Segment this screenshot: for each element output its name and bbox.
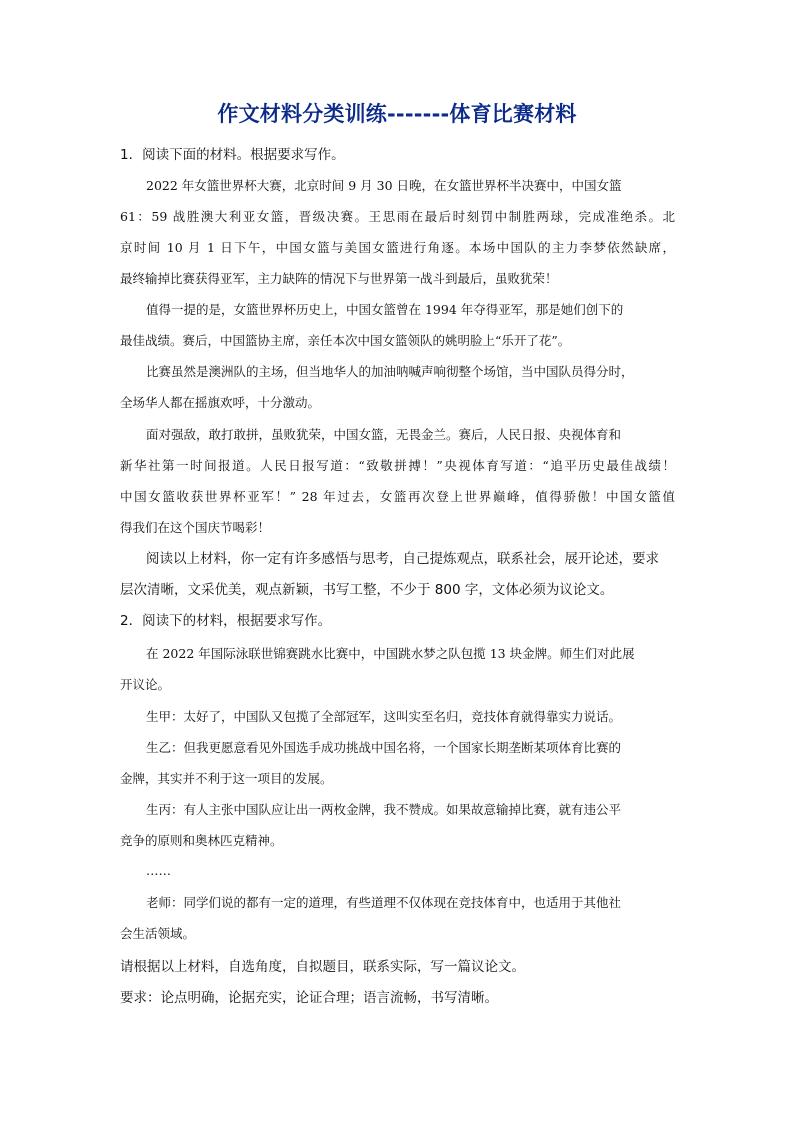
q1-paragraph-line: 中国女篮收获世界杯亚军！” 28 年过去，女篮再次登上世界巅峰，值得骄傲！中国女篮值 bbox=[120, 489, 675, 504]
q2-paragraph-line: 竞争的原则和奥林匹克精神。 bbox=[120, 833, 283, 848]
q1-paragraph-line: 61：59 战胜澳大利亚女篮，晋级决赛。王思雨在最后时刻罚中制胜两球，完成准绝杀。北 bbox=[120, 209, 675, 224]
q2-paragraph-line: 生丙：有人主张中国队应让出一两枚金牌，我不赞成。如果故意输掉比赛，就有违公平 bbox=[146, 802, 622, 817]
question-2-heading: 2．阅读下的材料，根据要求写作。 bbox=[120, 613, 332, 629]
document-title: 作文材料分类训练-------体育比赛材料 bbox=[217, 102, 577, 126]
q2-paragraph-line: 生乙：但我更愿意看见外国选手成功挑战中国名将，一个国家长期垄断某项体育比赛的 bbox=[146, 740, 622, 755]
q2-ellipsis: …… bbox=[146, 863, 171, 878]
q2-paragraph-line: 在 2022 年国际泳联世锦赛跳水比赛中，中国跳水梦之队包揽 13 块金牌。师生们对此展 bbox=[146, 646, 635, 661]
q1-paragraph-line: 京时间 10 月 1 日下午，中国女篮与美国女篮进行角逐。本场中国队的主力李梦依然缺席， bbox=[120, 240, 675, 255]
q1-instruction-line: 阅读以上材料，你一定有许多感悟与思考，自己提炼观点，联系社会，展开论述，要求 bbox=[146, 551, 659, 567]
q1-paragraph-line: 值得一提的是，女篮世界杯历史上，中国女篮曾在 1994 年夺得亚军，那是她们创下的 bbox=[146, 302, 624, 317]
q1-paragraph-line: 最佳战绩。赛后，中国篮协主席，亲任本次中国女篮领队的姚明脸上“乐开了花”。 bbox=[120, 333, 571, 348]
q1-paragraph-line: 新华社第一时间报道。人民日报写道：“致敬拼搏！”央视体育写道：“追平历史最佳战绩！ bbox=[120, 458, 675, 473]
q2-instruction-line: 请根据以上材料，自选角度，自拟题目，联系实际，写一篇议论文。 bbox=[120, 959, 525, 975]
q2-paragraph-line: 开议论。 bbox=[120, 677, 171, 692]
q1-paragraph-line: 2022 年女篮世界杯大赛，北京时间 9 月 30 日晚，在女篮世界杯半决赛中，中国女篮 bbox=[146, 178, 622, 193]
question-1-heading: 1．阅读下面的材料。根据要求写作。 bbox=[120, 147, 345, 163]
q1-paragraph-line: 最终输掉比赛获得亚军，主力缺阵的情况下与世界第一战斗到最后，虽败犹荣！ bbox=[120, 271, 558, 286]
q2-paragraph-line: 老师：同学们说的都有一定的道理，有些道理不仅体现在竞技体育中，也适用于其他社 bbox=[146, 895, 622, 910]
q1-paragraph-line: 比赛虽然是澳洲队的主场，但当地华人的加油呐喊声响彻整个场馆，当中国队员得分时， bbox=[146, 364, 634, 379]
q2-paragraph-line: 生甲：太好了，中国队又包揽了全部冠军，这叫实至名归，竞技体育就得靠实力说话。 bbox=[146, 709, 622, 724]
q1-paragraph-line: 全场华人都在摇旗欢呼，十分激动。 bbox=[120, 395, 321, 410]
q1-paragraph-line: 得我们在这个国庆节喝彩！ bbox=[120, 520, 271, 535]
q2-paragraph-line: 会生活领域。 bbox=[120, 926, 196, 941]
q1-paragraph-line: 面对强敌，敢打敢拼，虽败犹荣，中国女篮，无畏金兰。赛后，人民日报、央视体育和 bbox=[146, 427, 622, 442]
q2-requirement-line: 要求：论点明确，论据充实，论证合理；语言流畅，书写清晰。 bbox=[120, 990, 498, 1006]
q1-instruction-line: 层次清晰，文采优美，观点新颖，书写工整，不少于 800 字，文体必须为议论文。 bbox=[120, 582, 614, 598]
q2-paragraph-line: 金牌，其实并不利于这一项目的发展。 bbox=[120, 771, 333, 786]
